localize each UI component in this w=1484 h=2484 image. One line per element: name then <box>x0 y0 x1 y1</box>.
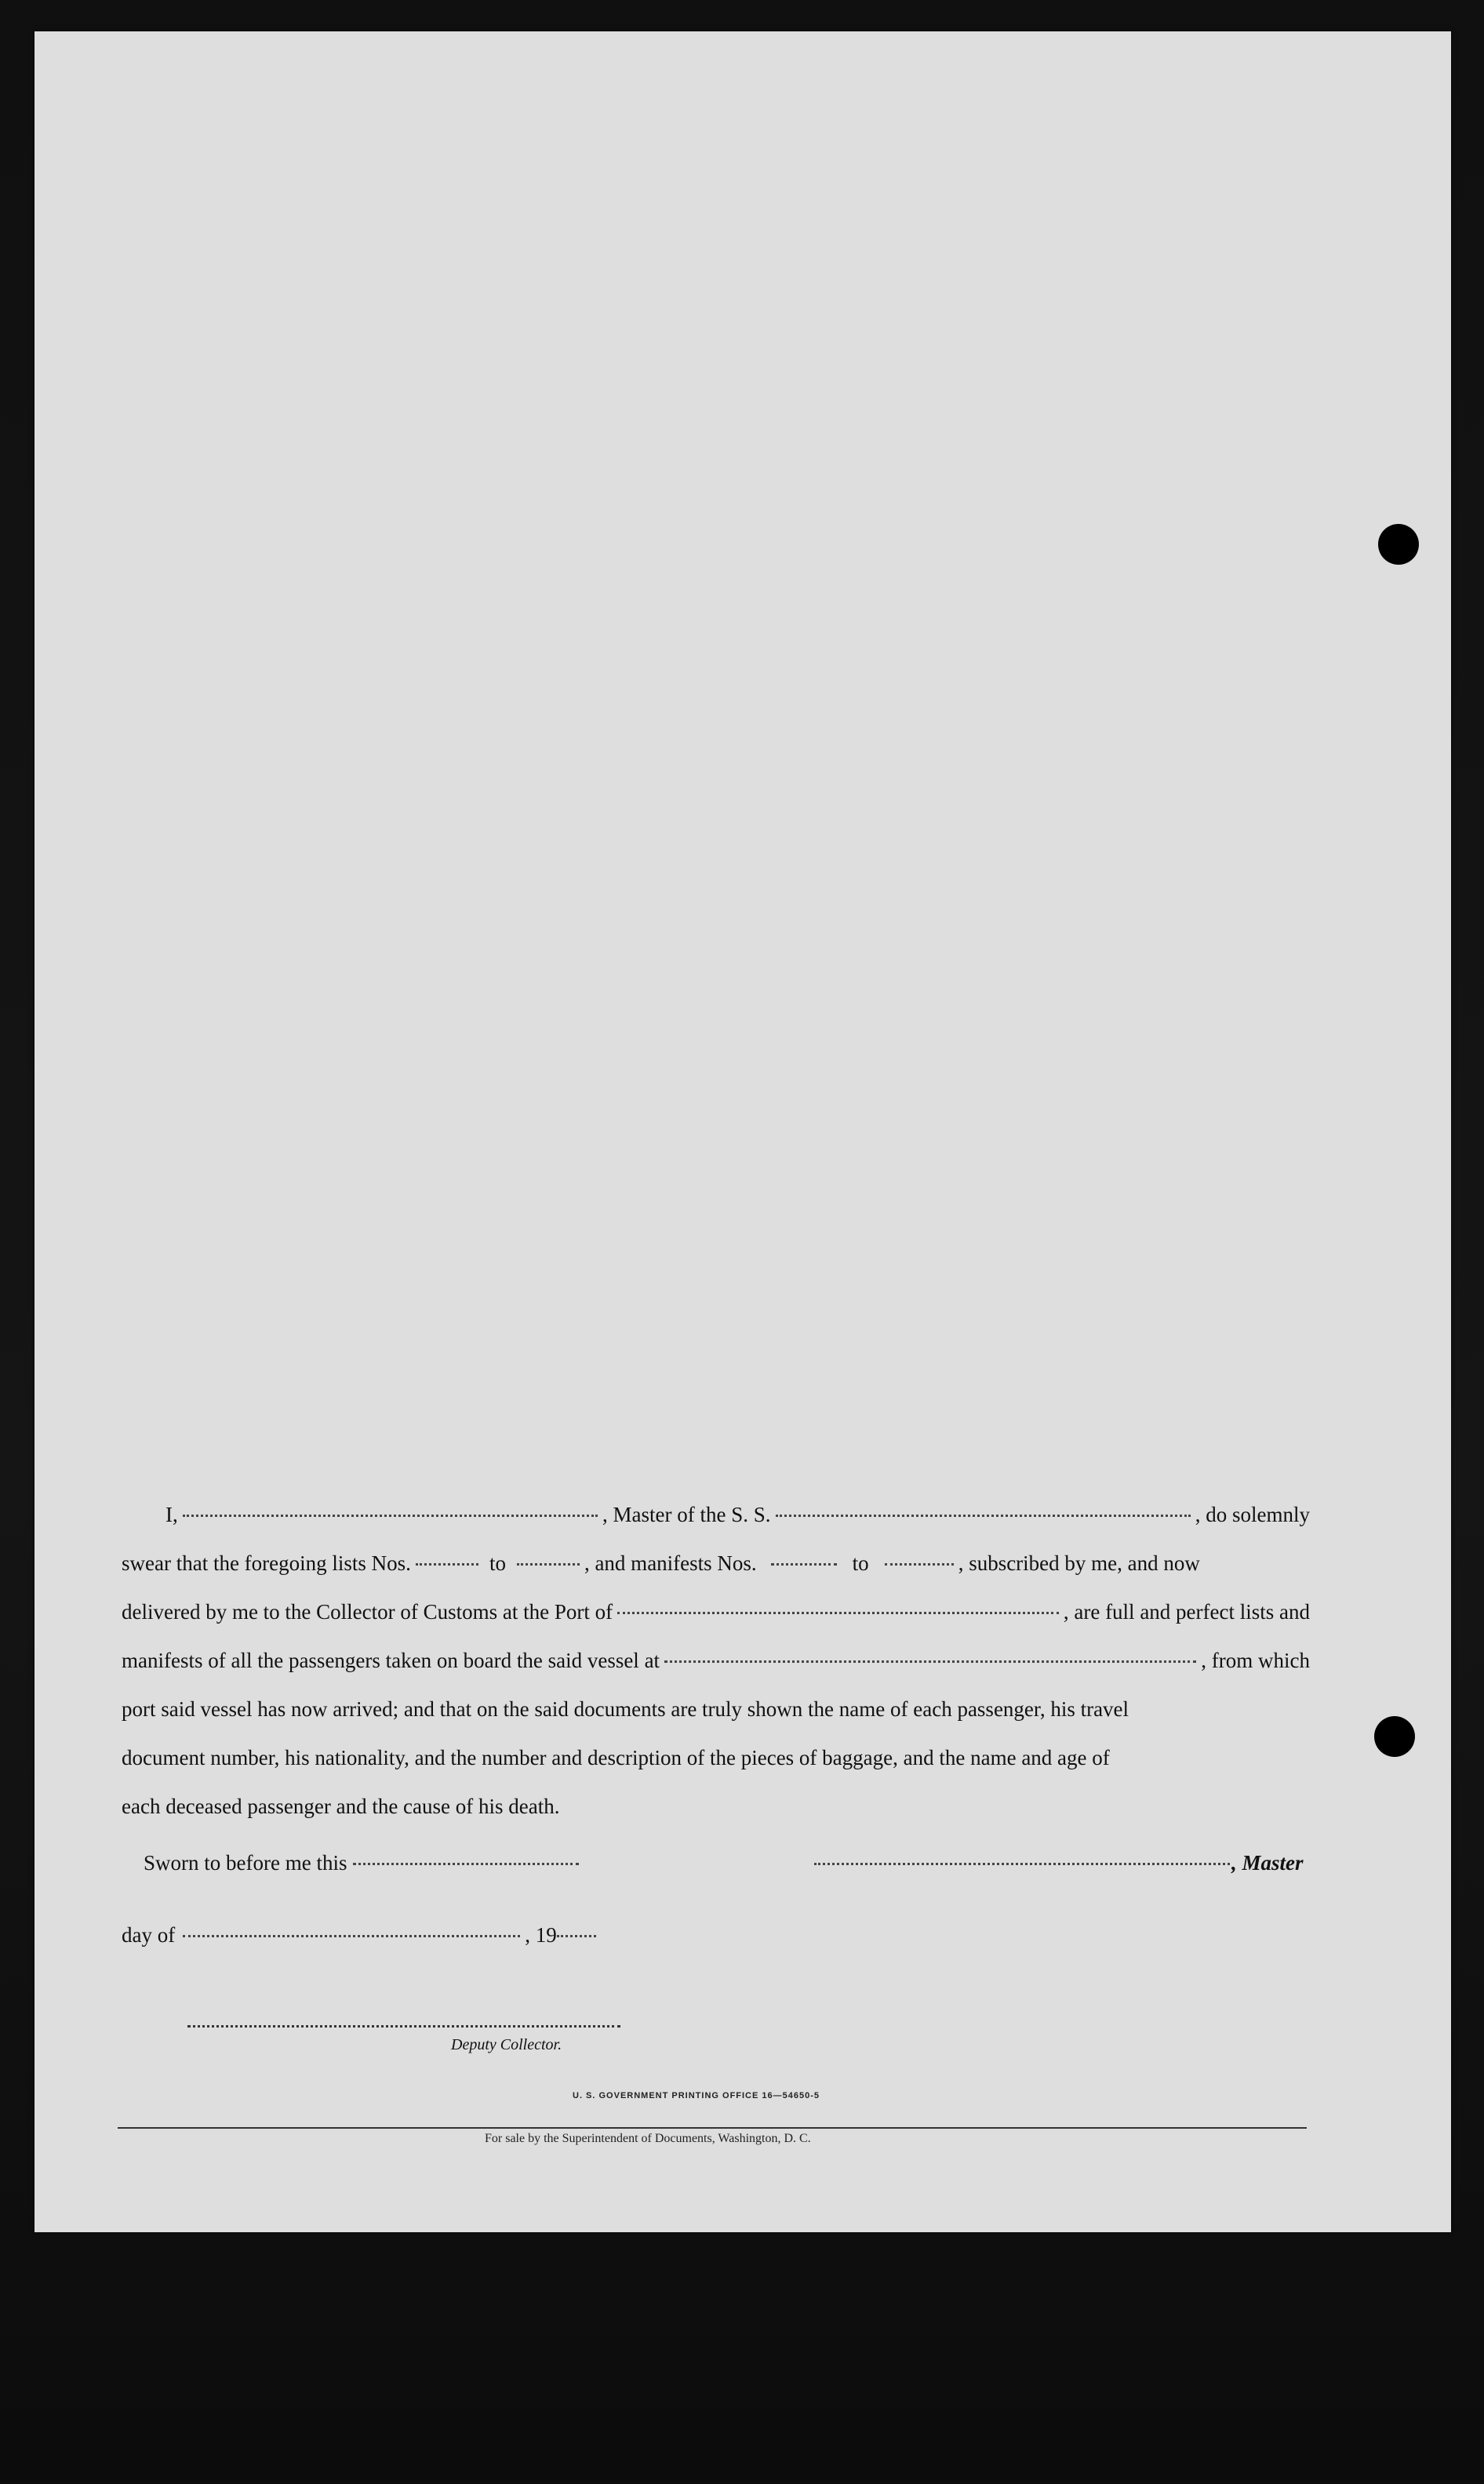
manifests-to-blank[interactable] <box>885 1563 954 1566</box>
sworn-date-blank[interactable] <box>353 1863 579 1865</box>
day-of-text: day of <box>122 1923 176 1947</box>
sworn-text: Sworn to before me this <box>144 1851 347 1875</box>
oath-line-4 <box>122 1636 1310 1685</box>
oath-line-3 <box>122 1588 1310 1636</box>
deputy-collector-label: Deputy Collector. <box>451 2036 562 2053</box>
sworn-row <box>144 1851 584 1875</box>
oath-do-solemnly: , do solemnly <box>1195 1503 1311 1526</box>
oath-text-6: document number, his nationality, and the number and description of the pieces of baggage, and the name and age of <box>122 1746 1110 1769</box>
oath-i: I, <box>165 1503 178 1526</box>
punch-hole-bottom <box>1374 1716 1415 1757</box>
year-prefix: , 19 <box>525 1923 557 1947</box>
master-signature-row <box>809 1851 1304 1875</box>
oath-text-5: port said vessel has now arrived; and that on the said documents are truly shown the name of each passenger, his travel <box>122 1697 1129 1721</box>
lists-from-blank[interactable] <box>416 1563 478 1566</box>
manifests-from-blank[interactable] <box>771 1563 837 1566</box>
oath-to-2: to <box>852 1551 869 1575</box>
oath-full-perfect: , are full and perfect lists and <box>1063 1600 1310 1624</box>
oath-line-5 <box>122 1685 1310 1733</box>
deputy-signature-line[interactable] <box>187 2025 620 2028</box>
oath-text-7: each deceased passenger and the cause of his death. <box>122 1795 560 1818</box>
oath-delivered: delivered by me to the Collector of Customs at the Port of <box>122 1600 613 1624</box>
oath-swear-text: swear that the foregoing lists Nos. <box>122 1551 411 1575</box>
month-blank[interactable] <box>183 1935 520 1937</box>
oath-line-1 <box>122 1490 1310 1539</box>
oath-line-7 <box>122 1782 1310 1831</box>
day-of-row <box>122 1923 601 1948</box>
printing-office-imprint: U. S. GOVERNMENT PRINTING OFFICE 16—54650-5 <box>573 2091 820 2100</box>
manifest-back-page <box>35 31 1451 2232</box>
oath-line-2 <box>122 1539 1310 1588</box>
punch-hole-top <box>1378 524 1419 565</box>
oath-and-manifests: , and manifests Nos. <box>584 1551 757 1575</box>
year-blank[interactable] <box>557 1935 596 1937</box>
master-signature-blank[interactable] <box>814 1863 1230 1865</box>
lists-to-blank[interactable] <box>517 1563 580 1566</box>
oath-subscribed: , subscribed by me, and now <box>958 1551 1200 1575</box>
oath-line-6 <box>122 1733 1310 1782</box>
oath-paragraph <box>122 1490 1310 1831</box>
master-label: , Master <box>1231 1851 1304 1875</box>
for-sale-notice: For sale by the Superintendent of Documents, Washington, D. C. <box>485 2132 811 2145</box>
port-blank[interactable] <box>617 1612 1059 1614</box>
oath-from-which: , from which <box>1201 1649 1310 1672</box>
departure-port-blank[interactable] <box>664 1660 1196 1663</box>
footer-rule <box>118 2127 1307 2129</box>
vessel-name-blank[interactable] <box>776 1515 1191 1517</box>
oath-manifests: manifests of all the passengers taken on board the said vessel at <box>122 1649 660 1672</box>
master-name-blank[interactable] <box>183 1515 598 1517</box>
oath-to-1: to <box>489 1551 506 1575</box>
oath-master-of-ss: , Master of the S. S. <box>602 1503 771 1526</box>
